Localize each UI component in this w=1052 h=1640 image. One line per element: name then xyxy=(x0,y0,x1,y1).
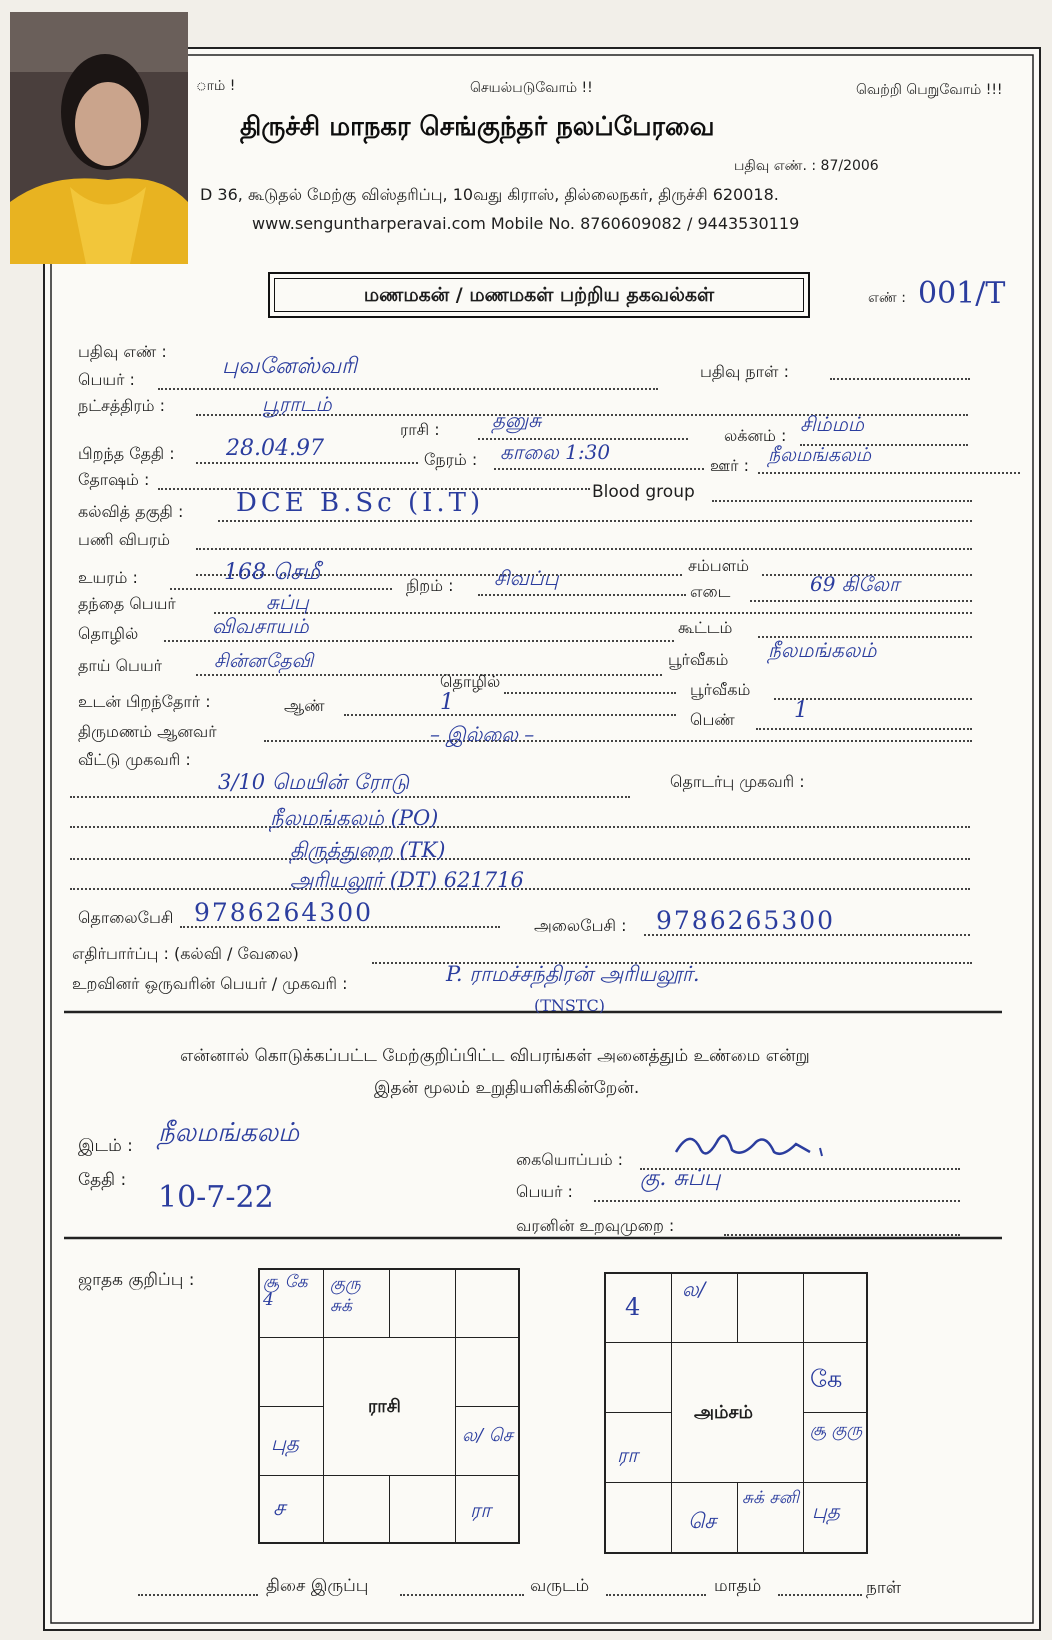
person-photo-image xyxy=(10,12,188,264)
name-label: பெயர் : xyxy=(78,370,135,389)
address-line-1: 3/10 மெயின் ரோடு xyxy=(218,770,410,794)
amsam-cell-0-1: ல/ xyxy=(671,1272,738,1343)
declaration-line-1: என்னால் கொடுக்கப்பட்ட மேற்குறிப்பிட்ட விபரங்கள் அனைத்தும் உண்மை என்று xyxy=(180,1046,810,1066)
day-dotline xyxy=(778,1594,862,1596)
mother-label: தாய் பெயர் xyxy=(78,656,163,675)
dob-label: பிறந்த தேதி : xyxy=(78,444,175,463)
town-label: ஊர் : xyxy=(710,456,749,475)
phone-value: 9786264300 xyxy=(194,898,374,927)
motto-right: வெற்றி பெறுவோம் !!! xyxy=(856,82,1003,98)
motto-left: ாம் ! xyxy=(196,78,236,94)
town-value: நீலமங்கலம் xyxy=(768,444,872,466)
declaration-line-2: இதன் மூலம் உறுதியளிக்கின்றேன். xyxy=(374,1078,640,1098)
disai-label: திசை இருப்பு xyxy=(266,1576,369,1596)
koottam-label: கூட்டம் xyxy=(678,618,733,637)
place-label: இடம் : xyxy=(78,1136,133,1156)
education-label: கல்வித் தகுதி : xyxy=(78,502,184,521)
org-contact: www.senguntharperavai.com Mobile No. 8760609082 / 9443530119 xyxy=(252,214,800,233)
weight-label: எடை xyxy=(690,582,731,601)
complexion-label: நிறம் : xyxy=(406,576,454,595)
rasi-cell-3-1 xyxy=(323,1475,390,1544)
date-label: தேதி : xyxy=(78,1170,127,1190)
height-label: உயரம் : xyxy=(78,568,138,587)
day-label: நாள் xyxy=(866,1578,902,1598)
reg-no-label: பதிவு எண் : xyxy=(78,342,167,361)
rasi-label: ராசி : xyxy=(400,420,440,439)
rasi-cell-2-0: புத xyxy=(258,1406,324,1476)
rasi-cell-2-3: ல/ செ xyxy=(455,1406,520,1476)
amsam-cell-3-0 xyxy=(604,1482,672,1554)
rasi-cell-1-3 xyxy=(455,1337,520,1407)
relation-label: வரனின் உறவுமுறை : xyxy=(516,1216,675,1235)
relation-dotline xyxy=(724,1234,960,1236)
name-value: புவனேஸ்வரி xyxy=(222,354,357,379)
mobile-value: 9786265300 xyxy=(656,906,836,935)
dob-dotline xyxy=(196,462,418,464)
amsam-cell-1-3: கே xyxy=(803,1342,868,1413)
form-title: மணமகன் / மணமகள் பற்றிய தகவல்கள் xyxy=(363,284,715,306)
contact-address-label: தொடர்பு முகவரி : xyxy=(670,772,805,791)
signer-name-value: கு. சுப்பு xyxy=(640,1166,721,1191)
mobile-label: அலைபேசி : xyxy=(534,916,627,935)
married-label: திருமணம் ஆனவர் xyxy=(78,722,217,741)
motto-center: செயல்படுவோம் !! xyxy=(470,80,593,96)
weight-value: 69 கிலோ xyxy=(810,572,900,596)
star-value: பூராடம் xyxy=(262,392,332,416)
height-value: 168 செமீ xyxy=(224,560,321,585)
rasi-cell-0-3 xyxy=(455,1268,520,1338)
amsam-cell-2-3: சூ குரு xyxy=(803,1412,868,1483)
blood-group-dotline xyxy=(712,500,972,502)
rasi-value: தனுசு xyxy=(492,408,542,432)
signer-name-dotline xyxy=(594,1200,960,1202)
address-line-2: நீலமங்கலம் (PO) xyxy=(270,806,439,830)
dosham-label: தோஷம் : xyxy=(78,470,150,489)
male-dotline xyxy=(344,714,676,716)
signer-name-label: பெயர் : xyxy=(516,1182,573,1201)
time-value: காலை 1:30 xyxy=(500,440,611,464)
mother-job-dotline xyxy=(504,692,676,694)
amsam-cell-0-3 xyxy=(803,1272,868,1343)
amsam-cell-2-0: ரா xyxy=(604,1412,672,1483)
amsam-cell-0-0: 4 xyxy=(604,1272,672,1343)
org-address: D 36, கூடுதல் மேற்கு விஸ்தரிப்பு, 10வது கிராஸ், தில்லைநகர், திருச்சி 620018. xyxy=(200,185,779,204)
relative-value: P. ராமச்சந்திரன் அரியலூர். xyxy=(446,962,700,986)
native-value: நீலமங்கலம் xyxy=(768,638,877,662)
star-label: நட்சத்திரம் : xyxy=(78,396,166,415)
rasi-cell-1-0 xyxy=(258,1337,324,1407)
female-count: 1 xyxy=(794,698,808,723)
amsam-cell-3-2: சுக் சனி xyxy=(737,1482,804,1554)
father-label: தந்தை பெயர் xyxy=(78,594,176,613)
reg-date-label: பதிவு நாள் : xyxy=(700,362,789,381)
signature-label: கையொப்பம் : xyxy=(516,1150,624,1169)
horoscope-label: ஜாதக குறிப்பு : xyxy=(78,1270,195,1290)
rasi-cell-3-2 xyxy=(389,1475,456,1544)
disai-dotline xyxy=(138,1594,258,1596)
father-value: சுப்பு xyxy=(266,590,309,614)
registration-number: பதிவு எண். : 87/2006 xyxy=(734,158,879,174)
mother-job-label: தொழில் xyxy=(440,672,501,691)
rasi-cell-0-2 xyxy=(389,1268,456,1338)
date-value: 10-7-22 xyxy=(158,1180,274,1215)
handwritten-signature xyxy=(670,1122,830,1168)
address-line-4: அரியலூர் (DT) 621716 xyxy=(290,868,524,892)
form-number-value: 001/T xyxy=(918,276,1006,311)
job-label: பணி விபரம் xyxy=(78,530,171,549)
education-dotline xyxy=(218,520,972,522)
female-label: பெண் xyxy=(690,710,735,729)
male-label: ஆண் xyxy=(284,696,325,715)
education-value: DCE B.Sc (I.T) xyxy=(236,488,485,518)
form-title-box xyxy=(268,272,810,318)
reg-date-dotline xyxy=(830,378,970,380)
native-label: பூர்வீகம் xyxy=(668,650,729,669)
mother-value: சின்னதேவி xyxy=(214,650,314,672)
amsam-cell-3-3: புத xyxy=(803,1482,868,1554)
amsam-cell-3-1: செ xyxy=(671,1482,738,1554)
month-dotline xyxy=(606,1594,706,1596)
year-label: வருடம் xyxy=(530,1576,590,1596)
town-dotline xyxy=(758,472,1020,474)
amsam-chart-title: அம்சம் xyxy=(694,1402,753,1423)
profile-photo xyxy=(10,12,188,264)
relative-value-2: (TNSTC) xyxy=(534,996,606,1015)
org-name: திருச்சி மாநகர செங்குந்தர் நலப்பேரவை xyxy=(240,112,715,142)
siblings-label: உடன் பிறந்தோர் : xyxy=(78,692,211,711)
amsam-cell-0-2 xyxy=(737,1272,804,1343)
lagnam-value: சிம்மம் xyxy=(800,412,864,436)
rasi-cell-0-0: சூ கே 4 xyxy=(258,1268,324,1338)
rasi-cell-3-0: ச xyxy=(258,1475,324,1544)
father-dotline xyxy=(214,612,972,614)
female-dotline xyxy=(756,728,972,730)
address-dotline-2 xyxy=(70,826,970,828)
salary-label: சம்பளம் xyxy=(688,556,749,575)
weight-dotline xyxy=(750,600,972,602)
lagnam-label: லக்னம் : xyxy=(724,426,787,445)
place-value: நீலமங்கலம் xyxy=(158,1118,300,1148)
time-label: நேரம் : xyxy=(424,450,478,469)
relative-label: உறவினர் ஒருவரின் பெயர் / முகவரி : xyxy=(72,974,348,993)
dob-value: 28.04.97 xyxy=(226,436,324,461)
mother-native-label: பூர்வீகம் xyxy=(690,680,751,699)
married-value: – இல்லை – xyxy=(430,722,535,746)
amsam-cell-1-0 xyxy=(604,1342,672,1413)
rasi-chart-title: ராசி xyxy=(368,1396,401,1417)
male-count: 1 xyxy=(440,690,454,715)
blood-group-label: Blood group xyxy=(592,482,695,502)
address-line-3: திருத்துறை (TK) xyxy=(290,838,446,862)
complexion-dotline xyxy=(478,594,686,596)
month-label: மாதம் xyxy=(714,1576,762,1596)
time-dotline xyxy=(494,468,704,470)
occupation-label: தொழில் xyxy=(78,624,139,643)
year-dotline xyxy=(400,1594,524,1596)
married-dotline xyxy=(264,740,972,742)
address-dotline-3 xyxy=(70,858,970,860)
home-address-label: வீட்டு முகவரி : xyxy=(78,750,191,769)
rasi-cell-0-1: குரு சுக் xyxy=(323,1268,390,1338)
name-dotline xyxy=(158,388,658,390)
occupation-value: விவசாயம் xyxy=(212,614,309,638)
rasi-cell-3-3: ரா xyxy=(455,1475,520,1544)
complexion-value: சிவப்பு xyxy=(494,566,559,590)
job-dotline xyxy=(196,548,972,550)
expectation-label: எதிர்பார்ப்பு : (கல்வி / வேலை) xyxy=(72,944,299,963)
form-number-label: எண் : xyxy=(868,290,906,306)
phone-label: தொலைபேசி xyxy=(78,908,174,927)
